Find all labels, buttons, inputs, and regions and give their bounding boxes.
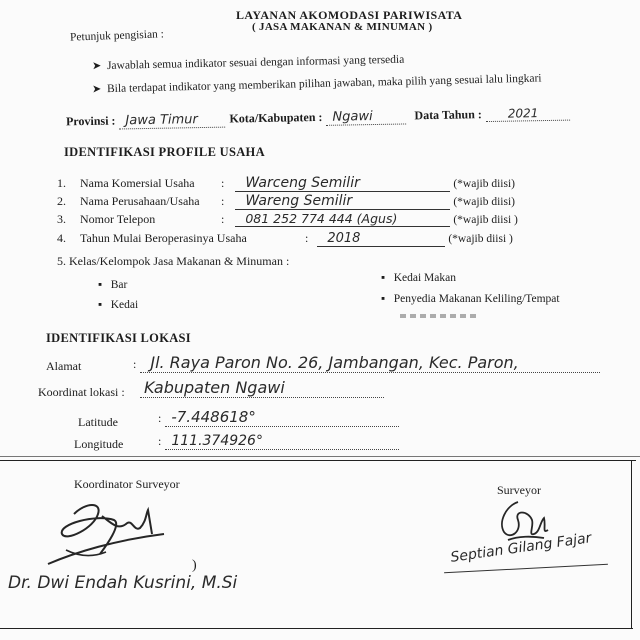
class-option-kedai-makan[interactable]	[381, 272, 456, 284]
surveyor-name: Septian Gilang Fajar	[449, 530, 593, 566]
instruction-item	[92, 53, 404, 73]
tahun-label: Data Tahun :	[414, 107, 482, 123]
longitude-label: Longitude	[74, 437, 124, 451]
class-option-bar[interactable]	[98, 279, 127, 291]
paren-mark: )	[192, 558, 197, 573]
arrow-bullet-icon: ➤	[91, 83, 102, 96]
signature-box-right	[631, 460, 632, 628]
field-label: Nama Perusahaan/Usaha	[80, 194, 200, 208]
form-title: LAYANAN AKOMODASI PARIWISATA	[236, 8, 463, 22]
option-label: Kedai Makan	[393, 272, 456, 284]
latitude-field: : -7.448618°	[158, 408, 399, 427]
latitude-label: Latitude	[78, 415, 118, 429]
surveyor-label: Surveyor	[497, 483, 541, 497]
field-number: 3.	[57, 212, 66, 226]
field-label: Nama Komersial Usaha	[80, 176, 195, 190]
cut-off-text-fragment	[400, 314, 480, 318]
bullet-icon: ▪	[98, 279, 103, 291]
field-note: (*wajib diisi )	[453, 214, 518, 226]
coordinator-name: Dr. Dwi Endah Kusrini, M.Si	[8, 573, 238, 593]
field-label: Nomor Telepon	[80, 212, 156, 226]
field-label: Tahun Mulai Beroperasinya Usaha	[80, 231, 247, 245]
alamat-field: : Jl. Raya Paron No. 26, Jambangan, Kec. Paron,	[133, 353, 600, 373]
bullet-icon: ▪	[98, 299, 103, 311]
bullet-icon: ▪	[381, 272, 386, 284]
latitude-value[interactable]: -7.448618°	[165, 408, 399, 427]
tahun-value[interactable]: 2021	[486, 106, 570, 122]
class-option-kedai[interactable]	[98, 299, 138, 311]
option-label: Bar	[110, 279, 128, 291]
field-number: 2.	[57, 194, 66, 208]
field-value[interactable]: 081 252 774 444 (Agus)	[235, 211, 450, 227]
instructions-label: Petunjuk pengisian :	[69, 28, 165, 44]
instruction-text: Jawablah semua indikator sesuai dengan informasi yang tersedia	[106, 53, 405, 72]
surveyor-signature-line	[444, 564, 608, 574]
longitude-field: : 111.374926°	[158, 432, 399, 450]
field-number: 1.	[57, 176, 66, 190]
field-number: 4.	[57, 231, 66, 245]
option-label: Penyedia Makanan Keliling/Tempat	[393, 293, 560, 305]
location-heading: IDENTIFIKASI LOKASI	[46, 331, 191, 345]
alamat-label: Alamat	[46, 359, 82, 373]
profile-heading: IDENTIFIKASI PROFILE USAHA	[64, 145, 265, 159]
class-option-penyedia-keliling[interactable]	[381, 293, 560, 305]
koordinat-value[interactable]: Kabupaten Ngawi	[140, 378, 384, 398]
signature-box-top	[0, 460, 636, 461]
instruction-item	[92, 72, 542, 96]
provinsi-value[interactable]: Jawa Timur	[119, 112, 225, 130]
profile-field-row: 3. Nomor Telepon : 081 252 774 444 (Agus) (*wajib diisi )	[57, 211, 518, 226]
kota-value[interactable]: Ngawi	[326, 108, 406, 125]
signature-box-bottom	[0, 628, 633, 629]
koordinat-label: Koordinat lokasi :	[38, 385, 125, 399]
class-label: 5. Kelas/Kelompok Jasa Makanan & Minuman :	[57, 254, 290, 268]
provinsi-label: Provinsi :	[65, 113, 116, 129]
field-value[interactable]: Wareng Semilir	[235, 193, 450, 210]
field-value[interactable]: Warceng Semilir	[235, 175, 450, 192]
arrow-bullet-icon: ➤	[91, 60, 102, 73]
field-value[interactable]: 2018	[317, 231, 445, 247]
coordinator-signature-icon	[36, 494, 176, 570]
section-divider	[0, 456, 640, 457]
profile-field-row: 2. Nama Perusahaan/Usaha : Wareng Semilir (*wajib diisi)	[57, 193, 515, 209]
bullet-icon: ▪	[381, 293, 386, 305]
option-label: Kedai	[110, 299, 139, 311]
location-row	[66, 104, 570, 131]
instruction-text: Bila terdapat indikator yang memberikan pilihan jawaban, maka pilih yang sesuai lalu lingkari	[106, 72, 542, 96]
profile-field-row: 1. Nama Komersial Usaha : Warceng Semilir (*wajib diisi)	[57, 175, 515, 191]
longitude-value[interactable]: 111.374926°	[165, 433, 399, 450]
kota-label: Kota/Kabupaten :	[229, 109, 323, 126]
field-note: (*wajib diisi)	[453, 178, 515, 190]
field-note: (*wajib diisi)	[453, 196, 515, 208]
form-subtitle: ( JASA MAKANAN & MINUMAN )	[252, 21, 433, 33]
coordinator-label: Koordinator Surveyor	[74, 477, 180, 491]
profile-field-row: 4. Tahun Mulai Beroperasinya Usaha : 2018 (*wajib diisi )	[57, 231, 513, 246]
field-note: (*wajib diisi )	[448, 233, 513, 245]
alamat-value[interactable]: Jl. Raya Paron No. 26, Jambangan, Kec. Paron,	[140, 353, 600, 373]
